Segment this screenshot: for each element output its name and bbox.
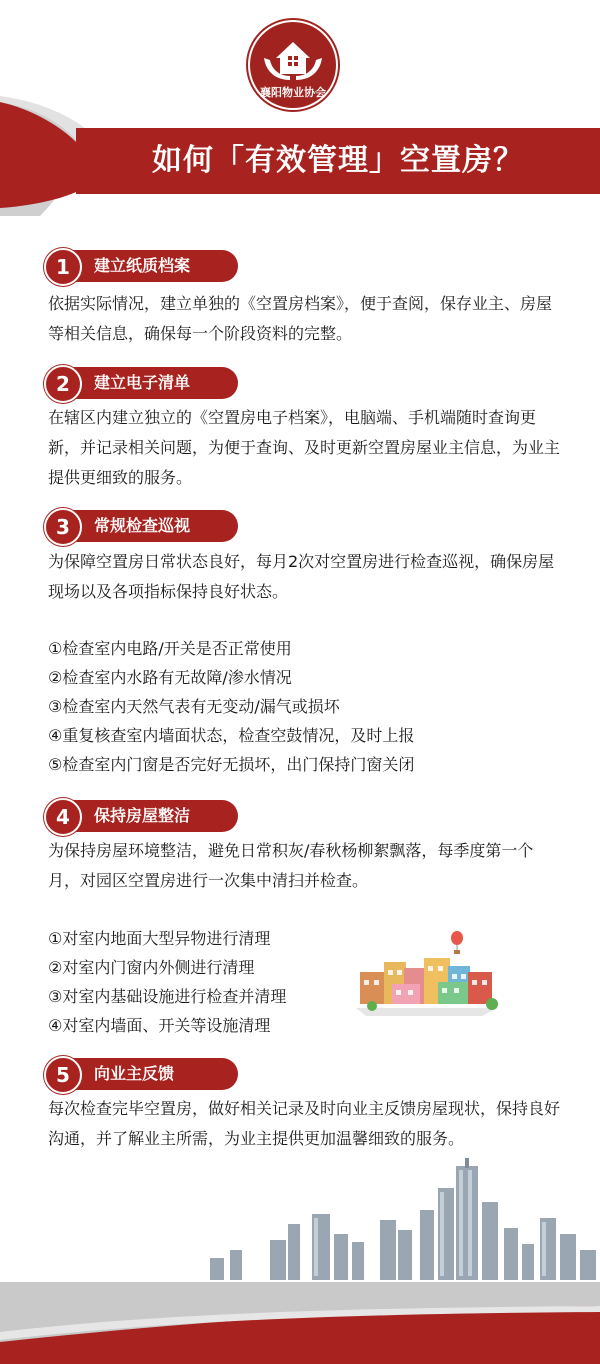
association-logo xyxy=(246,18,340,112)
city-skyline-illustration xyxy=(200,1158,600,1280)
section-2-paragraph: 在辖区内建立独立的《空置房电子档案》，电脑端、手机端随时查询更新，并记录相关问题，为便于查询、及时更新空置房屋业主信息，为业主提供更细致的服务。 xyxy=(48,408,561,487)
section-1-paragraph: 依据实际情况，建立单独的《空置房档案》，便于查阅，保存业主、房屋等相关信息，确保每一个阶段资料的完整。 xyxy=(48,294,553,343)
list-item: ③检查室内天然气表有无变动/漏气或损坏 xyxy=(48,697,340,716)
list-item: ②检查室内水路有无故障/渗水情况 xyxy=(48,668,292,687)
section-3-checklist xyxy=(48,634,414,779)
list-item: ④重复核查室内墙面状态，检查空鼓情况，及时上报 xyxy=(48,726,415,745)
page-title: 如何「有效管理」空置房？ xyxy=(152,143,524,178)
section-4-paragraph: 为保持房屋环境整洁，避免日常积灰/春秋杨柳絮飘落，每季度第一个月，对园区空置房进行一次集中清扫并检查。 xyxy=(48,841,534,890)
list-item: ②对室内门窗内外侧进行清理 xyxy=(48,958,255,977)
section-title: 常规检查巡视 xyxy=(94,516,191,535)
section-title: 建立电子清单 xyxy=(94,373,191,392)
section-4-checklist xyxy=(48,924,286,1040)
section-5-paragraph: 每次检查完毕空置房，做好相关记录及时向业主反馈房屋现状，保持良好沟通，并了解业主所需，为业主提供更加温馨细致的服务。 xyxy=(48,1099,561,1148)
list-item: ①检查室内电路/开关是否正常使用 xyxy=(48,639,292,658)
section-number: 5 xyxy=(44,1056,82,1094)
town-illustration xyxy=(352,924,502,1016)
list-item: ③对室内基础设施进行检查并清理 xyxy=(48,987,287,1006)
footer-band xyxy=(0,1272,600,1364)
section-title: 保持房屋整洁 xyxy=(94,806,191,825)
section-title: 向业主反馈 xyxy=(94,1064,175,1083)
section-number: 2 xyxy=(44,365,82,403)
list-item: ①对室内地面大型异物进行清理 xyxy=(48,929,271,948)
section-3-paragraph: 为保障空置房日常状态良好，每月2次对空置房进行检查巡视，确保房屋现场以及各项指标保持良好状态。 xyxy=(48,552,555,601)
list-item: ⑤检查室内门窗是否完好无损坏，出门保持门窗关闭 xyxy=(48,755,415,774)
section-number: 1 xyxy=(44,248,82,286)
section-number: 3 xyxy=(44,508,82,546)
section-title: 建立纸质档案 xyxy=(94,256,191,275)
section-number: 4 xyxy=(44,798,82,836)
list-item: ④对室内墙面、开关等设施清理 xyxy=(48,1016,271,1035)
logo-text: 襄阳物业协会 xyxy=(260,86,326,99)
